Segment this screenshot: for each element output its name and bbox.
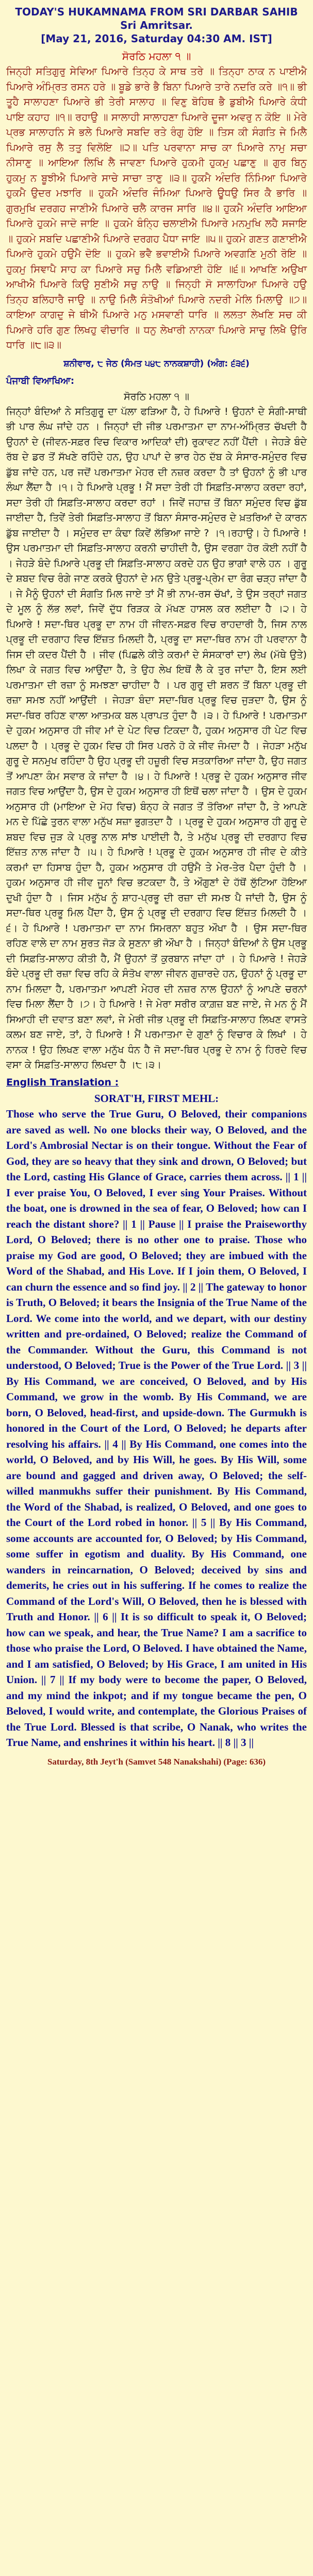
punjabi-section-label: ਪੰਜਾਬੀ ਵਿਆਖਿਆ: xyxy=(6,375,75,386)
gurbani-section xyxy=(6,48,307,353)
punjabi-heading: ਸੋਰਠਿ ਮਹਲਾ ੧ ॥ xyxy=(124,391,189,402)
english-text: Those who serve the True Guru, O Beloved, their companions are saved as well. No one blocks their way, O Beloved, and the Lord's Ambrosial Nectar is on their tongue. Without the Fear of God, they are so heavy that they sink and drown, O Beloved; but the Lord, casting His Glance of Grace, carries them across. || 1 || I ever praise You, O Beloved, I ever sing Your Praises. Without the boat, one is drowned in the sea of fear, O Beloved; how can I reach the distant shore? || 1 || Pause || I praise the Praiseworthy Lord, O Beloved; there is no other one to praise. Those who praise my God are good, O Beloved; they are imbued with the Word of the Shabad, and His Love. If I join them, O Beloved, I can churn the essence and so find joy. || 2 || The gateway to honor is Truth, O Beloved; it bears the Insignia of the True Name of the Lord. We come into the world, and we depart, with our destiny written and pre-ordained, O Beloved; realize the Command of the Commander. Without the Guru, this Command is not understood, O Beloved; True is the Power of the True Lord. || 3 || By His Command, we are conceived, O Beloved, and by His Command, we grow in the womb. By His Command, we are born, O Beloved, head-first, and upside-down. The Gurmukh is honored in the Court of the Lord, O Beloved; he departs after resolving his affairs. || 4 || By His Command, one comes into the world, O Beloved, and by His Will, he goes. By His Will, some are bound and gagged and driven away, O Beloved; the self-willed manmukhs suffer their punishment. By His Command, the Word of the Shabad, is realized, O Beloved, and one goes to the Court of the Lord robed in honor. || 5 || By His Command, some accounts are accounted for, O Beloved; by His Command, some suffer in egotism and duality. By His Command, one wanders in reincarnation, O Beloved; deceived by sins and demerits, he cries out in his suffering. If he comes to realize the Command of the Lord's Will, O Beloved, then he is blessed with Truth and Honor. || 6 || It is so difficult to speak it, O Beloved; how can we speak, and hear, the True Name? I am a sacrifice to those who praise the Lord, O Beloved. I have obtained the Name, and I am satisfied, O Beloved; by His Grace, I am united in His Union. || 7 || If my body were to become the paper, O Beloved, and my mind the inkpot; and if my tongue became the pen, O Beloved, I would write, and contemplate, the Glorious Praises of the True Lord. Blessed is that scribe, O Nanak, who writes the True Name, and enshrines it within his heart. || 8 || 3 || xyxy=(6,1108,307,1749)
page-footer: Saturday, 8th Jeyt'h (Samvet 548 Nanakshahi) (Page: 636) xyxy=(47,1756,266,1767)
english-heading: SORAT'H, FIRST MEHL: xyxy=(94,1092,219,1105)
english-section xyxy=(6,1091,307,1751)
date-ang-line: ਸ਼ਨੀਵਾਰ, ੮ ਜੇਠ (ਸੰਮਤ ੫੪੮ ਨਾਨਕਸ਼ਾਹੀ) (ਅੰਗ: ੬੩੬) xyxy=(63,358,250,369)
gurbani-heading: ਸੋਰਠਿ ਮਹਲਾ ੧ ॥ xyxy=(122,50,191,62)
punjabi-section xyxy=(6,389,307,1073)
gurbani-text: ਜਿਨ੍ਹੀ ਸਤਿਗੁਰੁ ਸੇਵਿਆ ਪਿਆਰੇ ਤਿਨ੍ਹ ਕੇ ਸਾਥ ਤਰੇ ॥ ਤਿਨ੍ਹਾ ਠਾਕ ਨ ਪਾਈਐ ਪਿਆਰੇ ਅੰਮ੍ਰਿਤ ਰਸਨ ਹਰੇ ॥ ਬੂਡੇ ਭਾਰੇ ਭੈ ਬਿਨਾ ਪਿਆਰੇ ਤਾਰੇ ਨਦਰਿ ਕਰੇ ॥੧॥ ਭੀ ਤੂਹੈ ਸਾਲਾਹਣਾ ਪਿਆਰੇ ਭੀ ਤੇਰੀ ਸਾਲਾਹ ॥ ਵਿਣੁ ਬੋਹਿਥ ਭੈ ਡੁਬੀਐ ਪਿਆਰੇ ਕੰਧੀ ਪਾਇ ਕਹਾਹ ॥੧॥ ਰਹਾਉ ॥ ਸਾਲਾਹੀ ਸਾਲਾਹਣਾ ਪਿਆਰੇ ਦੂਜਾ ਅਵਰੁ ਨ ਕੋਇ ॥ ਮੇਰੇ ਪ੍ਰਭ ਸਾਲਾਹਨਿ ਸੇ ਭਲੇ ਪਿਆਰੇ ਸਬਦਿ ਰਤੇ ਰੰਗੁ ਹੋਇ ॥ ਤਿਸ ਕੀ ਸੰਗਤਿ ਜੇ ਮਿਲੈ ਪਿਆਰੇ ਰਸੁ ਲੈ ਤਤੁ ਵਿਲੋਇ ॥੨॥ ਪਤਿ ਪਰਵਾਨਾ ਸਾਚ ਕਾ ਪਿਆਰੇ ਨਾਮੁ ਸਚਾ ਨੀਸਾਣੁ ॥ ਆਇਆ ਲਿਖਿ ਲੈ ਜਾਵਣਾ ਪਿਆਰੇ ਹੁਕਮੀ ਹੁਕਮੁ ਪਛਾਣੁ ॥ ਗੁਰ ਬਿਨੁ ਹੁਕਮੁ ਨ ਬੂਝੀਐ ਪਿਆਰੇ ਸਾਚੇ ਸਾਚਾ ਤਾਣੁ ॥੩॥ ਹੁਕਮੈ ਅੰਦਰਿ ਨਿੰਮਿਆ ਪਿਆਰੇ ਹੁਕਮੈ ਉਦਰ ਮਝਾਰਿ ॥ ਹੁਕਮੈ ਅੰਦਰਿ ਜੰਮਿਆ ਪਿਆਰੇ ਊਧਉ ਸਿਰ ਕੈ ਭਾਰਿ ॥ ਗੁਰਮੁਖਿ ਦਰਗਹ ਜਾਣੀਐ ਪਿਆਰੇ ਚਲੈ ਕਾਰਜ ਸਾਰਿ ॥੪॥ ਹੁਕਮੈ ਅੰਦਰਿ ਆਇਆ ਪਿਆਰੇ ਹੁਕਮੇ ਜਾਦੋ ਜਾਇ ॥ ਹੁਕਮੇ ਬੰਨ੍ਹਿ ਚਲਾਈਐ ਪਿਆਰੇ ਮਨਮੁਖਿ ਲਹੈ ਸਜਾਇ ॥ ਹੁਕਮੇ ਸਬਦਿ ਪਛਾਣੀਐ ਪਿਆਰੇ ਦਰਗਹ ਪੈਧਾ ਜਾਇ ॥੫॥ ਹੁਕਮੇ ਗਣਤ ਗਣਾਈਐ ਪਿਆਰੇ ਹੁਕਮੇ ਹਉਮੈ ਦੋਇ ॥ ਹੁਕਮੇ ਭਵੈ ਭਵਾਈਐ ਪਿਆਰੇ ਅਵਗਣਿ ਮੁਠੀ ਰੋਇ ॥ ਹੁਕਮੁ ਸਿਞਾਪੈ ਸਾਹ ਕਾ ਪਿਆਰੇ ਸਚੁ ਮਿਲੈ ਵਡਿਆਈ ਹੋਇ ॥੬॥ ਆਖਣਿ ਅਉਖਾ ਆਖੀਐ ਪਿਆਰੇ ਕਿਉ ਸੁਣੀਐ ਸਚੁ ਨਾਉ ॥ ਜਿਨ੍ਹੀ ਸੋ ਸਾਲਾਹਿਆ ਪਿਆਰੇ ਹਉ ਤਿਨ੍ਹ ਬਲਿਹਾਰੈ ਜਾਉ ॥ ਨਾਉ ਮਿਲੈ ਸੰਤੋਖੀਆਂ ਪਿਆਰੇ ਨਦਰੀ ਮੇਲਿ ਮਿਲਾਉ ॥੭॥ ਕਾਇਆ ਕਾਗਦੁ ਜੇ ਥੀਐ ਪਿਆਰੇ ਮਨੁ ਮਸਵਾਣੀ ਧਾਰਿ ॥ ਲਲਤਾ ਲੇਖਣਿ ਸਚ ਕੀ ਪਿਆਰੇ ਹਰਿ ਗੁਣ ਲਿਖਹੁ ਵੀਚਾਰਿ ॥ ਧਨੁ ਲੇਖਾਰੀ ਨਾਨਕਾ ਪਿਆਰੇ ਸਾਚੁ ਲਿਖੈ ਉਰਿ ਧਾਰਿ ॥੮॥੩॥ xyxy=(6,65,307,351)
header-title: TODAY'S HUKAMNAMA FROM SRI DARBAR SAHIB xyxy=(15,6,298,18)
punjabi-text: ਜਿਨ੍ਹਾਂ ਬੰਦਿਆਂ ਨੇ ਸਤਿਗੁਰੂ ਦਾ ਪੱਲਾ ਫੜਿਆ ਹੈ, ਹੇ ਪਿਆਰੇ ! ਉਹਨਾਂ ਦੇ ਸੰਗੀ-ਸਾਥੀ ਭੀ ਪਾਰ ਲੰਘ ਜਾਂਦੇ ਹਨ । ਜਿਨ੍ਹਾਂ ਦੀ ਜੀਭ ਪਰਮਾਤਮਾ ਦਾ ਨਾਮ-ਅੰਮ੍ਰਿਤ ਚੱਖਦੀ ਹੈ ਉਹਨਾਂ ਦੇ (ਜੀਵਨ-ਸਫ਼ਰ ਵਿਚ ਵਿਕਾਰ ਆਦਿਕਾਂ ਦੀ) ਰੁਕਾਵਟ ਨਹੀਂ ਪੈਂਦੀ । ਜੇਹੜੇ ਬੰਦੇ ਰੱਬ ਦੇ ਡਰ ਤੋਂ ਸੱਖਣੇ ਰਹਿੰਦੇ ਹਨ, ਉਹ ਪਾਪਾਂ ਦੇ ਭਾਰ ਹੇਠ ਦੱਬ ਕੇ ਸੰਸਾਰ-ਸਮੁੰਦਰ ਵਿਚ ਡੁੱਬ ਜਾਂਦੇ ਹਨ, ਪਰ ਜਦੋਂ ਪਰਮਾਤਮਾ ਮੇਹਰ ਦੀ ਨਜ਼ਰ ਕਰਦਾ ਹੈ ਤਾਂ ਉਹਨਾਂ ਨੂੰ ਭੀ ਪਾਰ ਲੰਘਾ ਲੈਂਦਾ ਹੈ ।੧। ਹੇ ਪਿਆਰੇ ਪ੍ਰਭੂ ! ਮੈਂ ਸਦਾ ਤੇਰੀ ਹੀ ਸਿਫ਼ਤਿ-ਸਾਲਾਹ ਕਰਦਾ ਰਹਾਂ, ਸਦਾ ਤੇਰੀ ਹੀ ਸਿਫ਼ਤਿ-ਸਾਲਾਹ ਕਰਦਾ ਰਹਾਂ । ਜਿਵੇਂ ਜਹਾਜ਼ ਤੋਂ ਬਿਨਾ ਸਮੁੰਦਰ ਵਿਚ ਡੁੱਬ ਜਾਈਦਾ ਹੈ, ਤਿਵੇਂ ਤੇਰੀ ਸਿਫ਼ਤਿ-ਸਾਲਾਹ ਤੋਂ ਬਿਨਾ ਸੰਸਾਰ-ਸਮੁੰਦਰ ਦੇ ਖ਼ਤਰਿਆਂ ਦੇ ਕਾਰਨ ਡੁੱਬ ਜਾਈਦਾ ਹੈ । ਸਮੁੰਦਰ ਦਾ ਕੰਢਾ ਕਿਵੇਂ ਲੱਭਿਆ ਜਾਏ ? ।੧।ਰਹਾਉ। ਹੇ ਪਿਆਰੇ ! ਉਸ ਪਰਮਾਤਮਾ ਦੀ ਸਿਫ਼ਤਿ-ਸਾਲਾਹ ਕਰਨੀ ਚਾਹੀਦੀ ਹੈ, ਉਸ ਵਰਗਾ ਹੋਰ ਕੋਈ ਨਹੀਂ ਹੈ । ਜੇਹੜੇ ਬੰਦੇ ਪਿਆਰੇ ਪ੍ਰਭੂ ਦੀ ਸਿਫ਼ਤਿ-ਸਾਲਾਹ ਕਰਦੇ ਹਨ ਉਹ ਭਾਗਾਂ ਵਾਲੇ ਹਨ । ਗੁਰੂ ਦੇ ਸ਼ਬਦ ਵਿਚ ਰੰਗੇ ਜਾਣ ਕਰਕੇ ਉਹਨਾਂ ਦੇ ਮਨ ਉਤੇ ਪ੍ਰਭੂ-ਪ੍ਰੇਮ ਦਾ ਰੰਗ ਚੜ੍ਹ ਜਾਂਦਾ ਹੈ । ਜੇ ਮੈਨੂੰ ਉਹਨਾਂ ਦੀ ਸੰਗਤਿ ਮਿਲ ਜਾਏ ਤਾਂ ਮੈਂ ਭੀ ਨਾਮ-ਰਸ ਚੱਖਾਂ, ਤੇ ਉਸ ਤਰ੍ਹਾਂ ਜਗਤ ਦੇ ਮੂਲ ਨੂੰ ਲੱਭ ਲਵਾਂ, ਜਿਵੇਂ ਦੁੱਧ ਰਿੜਕ ਕੇ ਮੱਖਣ ਹਾਸਲ ਕਰ ਲਈਦਾ ਹੈ ।੨। ਹੇ ਪਿਆਰੇ ! ਸਦਾ-ਥਿਰ ਪ੍ਰਭੂ ਦਾ ਨਾਮ ਹੀ ਜੀਵਨ-ਸਫ਼ਰ ਵਿਚ ਰਾਹਦਾਰੀ ਹੈ, ਜਿਸ ਨਾਲ ਪ੍ਰਭੂ ਦੀ ਦਰਗਾਹ ਵਿਚ ਇੱਜ਼ਤ ਮਿਲਦੀ ਹੈ, ਪ੍ਰਭੂ ਦਾ ਸਦਾ-ਥਿਰ ਨਾਮ ਹੀ ਪਰਵਾਨਾ ਹੈ ਜਿਸ ਦੀ ਕਦਰ ਪੈਂਦੀ ਹੈ । ਜੀਵ (ਪਿਛਲੇ ਕੀਤੇ ਕਰਮਾਂ ਦੇ ਸੰਸਕਾਰਾਂ ਦਾ) ਲੇਖ (ਮੱਥੇ ਉਤੇ) ਲਿਖਾ ਕੇ ਜਗਤ ਵਿਚ ਆਉਂਦਾ ਹੈ, ਤੇ ਉਹ ਲੇਖ ਇਥੋਂ ਲੈ ਕੇ ਤੁਰ ਜਾਂਦਾ ਹੈ, ਇਸ ਲਈ ਪਰਮਾਤਮਾ ਦੀ ਰਜ਼ਾ ਨੂੰ ਸਮਝਣਾ ਚਾਹੀਦਾ ਹੈ । ਪਰ ਗੁਰੂ ਦੀ ਸ਼ਰਨ ਤੋਂ ਬਿਨਾ ਪ੍ਰਭੂ ਦੀ ਰਜ਼ਾ ਸਮਝ ਨਹੀਂ ਆਉਂਦੀ । ਜੇਹੜਾ ਬੰਦਾ ਸਦਾ-ਥਿਰ ਪ੍ਰਭੂ ਵਿਚ ਜੁੜਦਾ ਹੈ, ਉਸ ਨੂੰ ਸਦਾ-ਥਿਰ ਰਹਿਣ ਵਾਲਾ ਆਤਮਕ ਬਲ ਪ੍ਰਾਪਤ ਹੁੰਦਾ ਹੈ ।੩। ਹੇ ਪਿਆਰੇ ! ਪਰਮਾਤਮਾ ਦੇ ਹੁਕਮ ਅਨੁਸਾਰ ਹੀ ਜੀਵ ਮਾਂ ਦੇ ਪੇਟ ਵਿਚ ਟਿਕਦਾ ਹੈ, ਹੁਕਮ ਅਨੁਸਾਰ ਹੀ ਪੇਟ ਵਿਚ ਪਲਦਾ ਹੈ । ਪ੍ਰਭੂ ਦੇ ਹੁਕਮ ਵਿਚ ਹੀ ਸਿਰ ਪਰਨੇ ਹੋ ਕੇ ਜੀਵ ਜੰਮਦਾ ਹੈ । ਜੇਹੜਾ ਮਨੁੱਖ ਗੁਰੂ ਦੇ ਸਨਮੁਖ ਰਹਿੰਦਾ ਹੈ ਉਹ ਪ੍ਰਭੂ ਦੀ ਹਜ਼ੂਰੀ ਵਿਚ ਸਤਕਾਰਿਆ ਜਾਂਦਾ ਹੈ, ਉਹ ਜਗਤ ਤੋਂ ਆਪਣਾ ਕੰਮ ਸਵਾਰ ਕੇ ਜਾਂਦਾ ਹੈ ।੪। ਹੇ ਪਿਆਰੇ ! ਪ੍ਰਭੂ ਦੇ ਹੁਕਮ ਅਨੁਸਾਰ ਜੀਵ ਜਗਤ ਵਿਚ ਆਉਂਦਾ ਹੈ, ਉਸ ਦੇ ਹੁਕਮ ਅਨੁਸਾਰ ਹੀ ਇਥੋਂ ਚਲਾ ਜਾਂਦਾ ਹੈ । ਉਸ ਦੇ ਹੁਕਮ ਅਨੁਸਾਰ ਹੀ (ਮਾਇਆ ਦੇ ਮੋਹ ਵਿਚ) ਬੰਨ੍ਹ ਕੇ ਜਗਤ ਤੋਂ ਤੋਰਿਆ ਜਾਂਦਾ ਹੈ, ਤੇ ਆਪਣੇ ਮਨ ਦੇ ਪਿੱਛੇ ਤੁਰਨ ਵਾਲਾ ਮਨੁੱਖ ਸਜ਼ਾ ਭੁਗਤਦਾ ਹੈ । ਪ੍ਰਭੂ ਦੇ ਹੁਕਮ ਅਨੁਸਾਰ ਹੀ ਗੁਰੂ ਦੇ ਸ਼ਬਦ ਵਿਚ ਜੁੜ ਕੇ ਪ੍ਰਭੂ ਨਾਲ ਸਾਂਝ ਪਾਈਦੀ ਹੈ, ਤੇ ਮਨੁੱਖ ਪ੍ਰਭੂ ਦੀ ਦਰਗਾਹ ਵਿਚ ਇੱਜ਼ਤ ਨਾਲ ਜਾਂਦਾ ਹੈ ।੫। ਹੇ ਪਿਆਰੇ ! ਪ੍ਰਭੂ ਦੇ ਹੁਕਮ ਅਨੁਸਾਰ ਹੀ ਜੀਵ ਦੇ ਕੀਤੇ ਕਰਮਾਂ ਦਾ ਹਿਸਾਬ ਹੁੰਦਾ ਹੈ, ਹੁਕਮ ਅਨੁਸਾਰ ਹੀ ਹਉਮੈ ਤੇ ਮੇਰ-ਤੇਰ ਪੈਦਾ ਹੁੰਦੀ ਹੈ । ਹੁਕਮ ਅਨੁਸਾਰ ਹੀ ਜੀਵ ਜੂਨਾਂ ਵਿਚ ਭਟਕਦਾ ਹੈ, ਤੇ ਔਗੁਣਾਂ ਦੇ ਹੱਥੋਂ ਲੁੱਟਿਆ ਹੋਇਆ ਦੁਖੀ ਹੁੰਦਾ ਹੈ । ਜਿਸ ਮਨੁੱਖ ਨੂੰ ਸ਼ਾਹ-ਪ੍ਰਭੂ ਦੀ ਰਜ਼ਾ ਦੀ ਸਮਝ ਪੈ ਜਾਂਦੀ ਹੈ, ਉਸ ਨੂੰ ਸਦਾ-ਥਿਰ ਪ੍ਰਭੂ ਮਿਲ ਪੈਂਦਾ ਹੈ, ਉਸ ਨੂੰ ਪ੍ਰਭੂ ਦੀ ਦਰਗਾਹ ਵਿਚ ਇੱਜ਼ਤ ਮਿਲਦੀ ਹੈ ।੬। ਹੇ ਪਿਆਰੇ ! ਪਰਮਾਤਮਾ ਦਾ ਨਾਮ ਸਿਮਰਨਾ ਬਹੁਤ ਔਖਾ ਹੈ । ਉਸ ਸਦਾ-ਥਿਰ ਰਹਿਣ ਵਾਲੇ ਦਾ ਨਾਮ ਸੁਰਤ ਜੋੜ ਕੇ ਸੁਣਨਾ ਭੀ ਔਖਾ ਹੈ । ਜਿਨ੍ਹਾਂ ਬੰਦਿਆਂ ਨੇ ਉਸ ਪ੍ਰਭੂ ਦੀ ਸਿਫ਼ਤਿ-ਸਾਲਾਹ ਕੀਤੀ ਹੈ, ਮੈਂ ਉਹਨਾਂ ਤੋਂ ਕੁਰਬਾਨ ਜਾਂਦਾ ਹਾਂ । ਹੇ ਪਿਆਰੇ ! ਜੇਹੜੇ ਬੰਦੇ ਪ੍ਰਭੂ ਦੀ ਰਜ਼ਾ ਵਿਚ ਰਹਿ ਕੇ ਸੰਤੋਖ ਵਾਲਾ ਜੀਵਨ ਗੁਜ਼ਾਰਦੇ ਹਨ, ਉਹਨਾਂ ਨੂੰ ਪ੍ਰਭੂ ਦਾ ਨਾਮ ਮਿਲਦਾ ਹੈ, ਪਰਮਾਤਮਾ ਆਪਣੀ ਮੇਹਰ ਦੀ ਨਜ਼ਰ ਨਾਲ ਉਹਨਾਂ ਨੂੰ ਆਪਣੇ ਚਰਨਾਂ ਵਿਚ ਮਿਲਾ ਲੈਂਦਾ ਹੈ ।੭। ਹੇ ਪਿਆਰੇ ! ਜੇ ਮੇਰਾ ਸਰੀਰ ਕਾਗ਼ਜ਼ ਬਣ ਜਾਏ, ਜੇ ਮਨ ਨੂੰ ਮੈਂ ਸਿਆਹੀ ਦੀ ਦਵਾਤ ਬਣਾ ਲਵਾਂ, ਜੇ ਮੇਰੀ ਜੀਭ ਪ੍ਰਭੂ ਦੀ ਸਿਫ਼ਤਿ-ਸਾਲਾਹ ਲਿਖਣ ਵਾਸਤੇ ਕਲਮ ਬਣ ਜਾਏ, ਤਾਂ, ਹੇ ਪਿਆਰੇ ! ਮੈਂ ਪਰਮਾਤਮਾ ਦੇ ਗੁਣਾਂ ਨੂੰ ਵਿਚਾਰ ਕੇ ਲਿਖਾਂ । ਹੇ ਨਾਨਕ ! ਉਹ ਲਿਖਣ ਵਾਲਾ ਮਨੁੱਖ ਧੰਨ ਹੈ ਜੋ ਸਦਾ-ਥਿਰ ਪ੍ਰਭੂ ਦੇ ਨਾਮ ਨੂੰ ਹਿਰਦੇ ਵਿਚ ਵਸਾ ਕੇ ਸਿਫ਼ਤਿ-ਸਾਲਾਹ ਲਿਖਦਾ ਹੈ ।੮।੩। xyxy=(6,405,307,1071)
page-header xyxy=(6,5,307,45)
english-section-label: English Translation : xyxy=(6,1076,119,1088)
header-date: [May 21, 2016, Saturday 04:30 AM. IST] xyxy=(41,32,272,45)
header-location: Sri Amritsar. xyxy=(120,19,193,31)
